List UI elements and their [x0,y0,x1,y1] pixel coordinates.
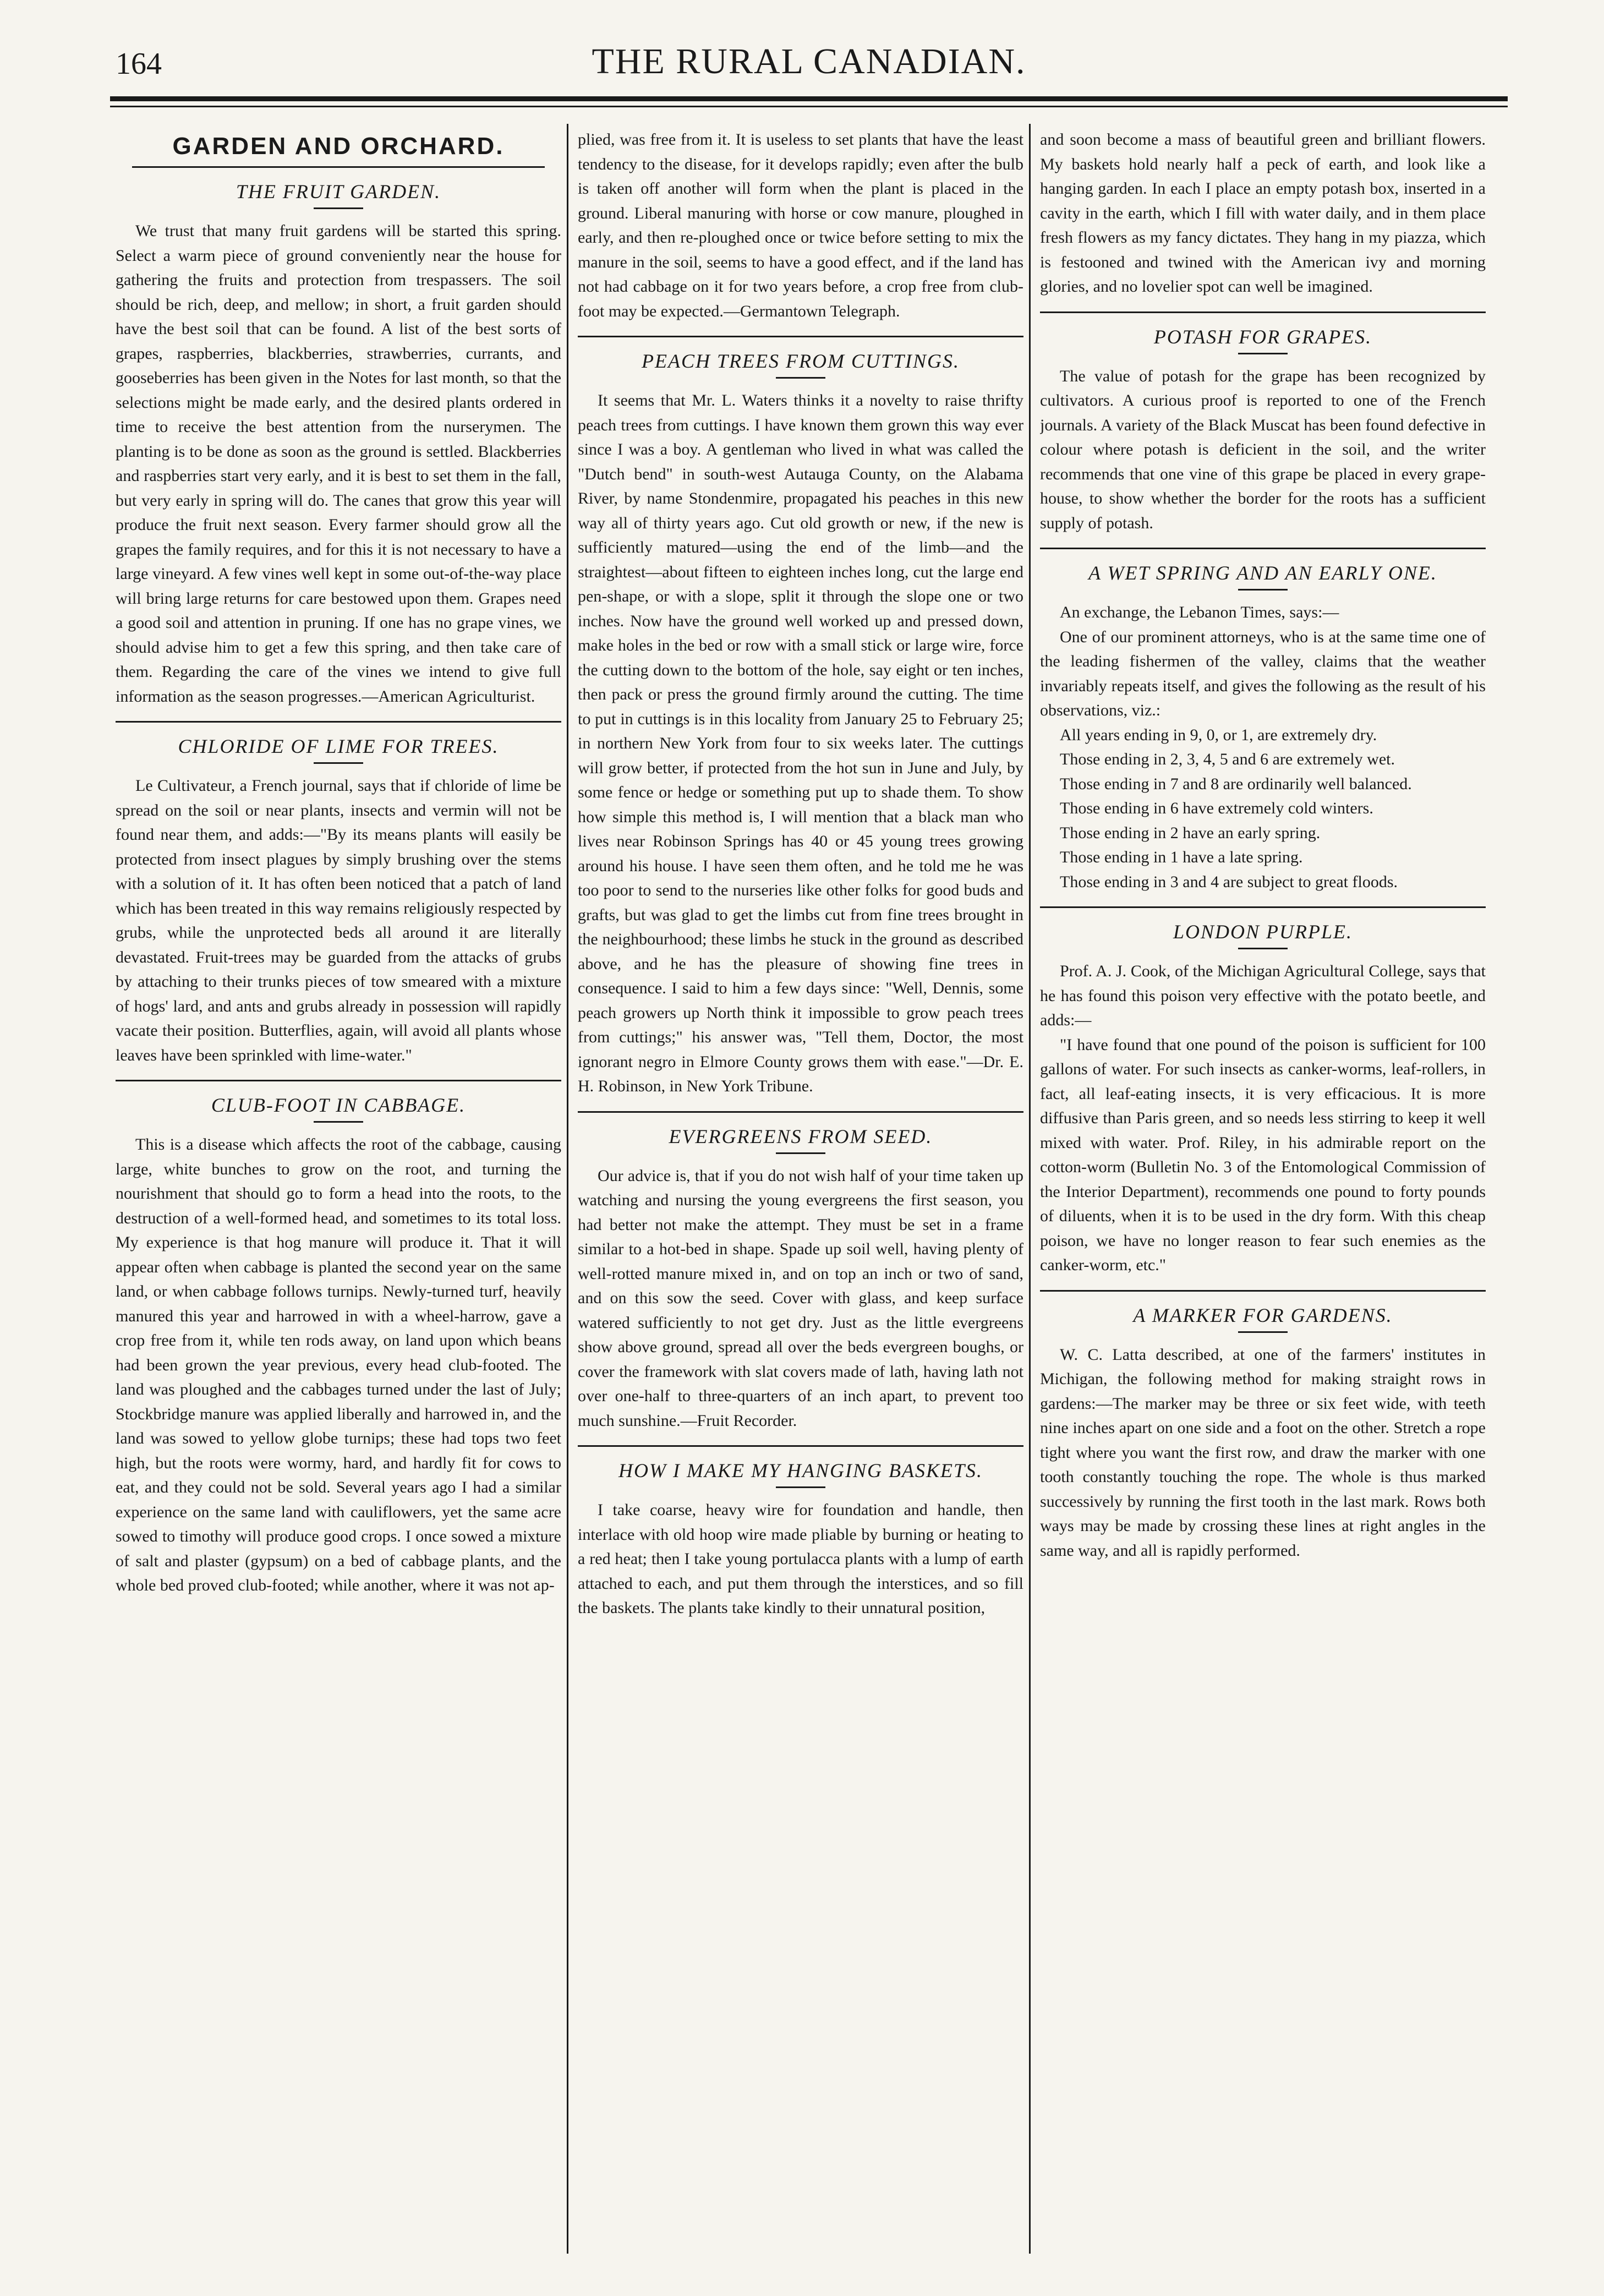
article-continuation: and soon become a mass of beautiful green and brilliant flowers. My baskets hold nearly half a peck of earth, and look like a hanging garden. In each I place an empty potash box, inserted in a cavity in the earth, which I fill with water daily, and in them place fresh flowers as my fancy dictates. They hang in my piazza, which is festooned and twined with the American ivy and morning glories, and no lovelier spot can well be imagined. [1040,130,1486,296]
article-title: EVERGREENS FROM SEED. [669,1125,933,1147]
article-paragraph: I take coarse, heavy wire for foundation and handle, then interlace with old hoop wire made pliable by burning or heating to a red heat; then I take young portulacca plants with a lump of earth attached to each, and put them through the interstices, and so fill the baskets. The plants take kindly to their unnatural position, [578,1501,1023,1617]
page-header [110,35,1508,90]
article-paragraph: The value of potash for the grape has been recognized by cultivators. A curious proof is reported to one of the French journals. A variety of the Black Muscat has been found defective in colour where potash is deficient in the soil, and the writer recommends that one vine of this grape be placed in every grape-house, to show whether the border for the roots has a sufficient supply of potash. [1040,367,1486,532]
article-paragraph: Those ending in 3 and 4 are subject to great floods. [1060,872,1398,891]
article-paragraph: It seems that Mr. L. Waters thinks it a novelty to raise thrifty peach trees from cuttings. I have known them grown this way ever since I was a boy. A gentleman who lived in what was called the "Dutch bend" in south-west Autauga County, on the Alabama River, by name Stondenmire, propagated his peaches in this new way all of thirty years ago. Cut old growth or new, if the new is sufficiently matured—using the end of the limb—and the straightest—about fifteen to eighteen inches long, cut the large end pen-shape, or with a slope, split it through the slope one or two inches. Now have the ground well worked up and pressed down, make holes in the bed or row with a small stick or large wire, force the cutting down to the bottom of the hole, say eight or ten inches, then pack or press the ground firmly around the cutting. The time to put in cuttings is in this locality from January 25 to February 25; in northern New York from four to six weeks later. The cuttings will grow better, if protected from the hot sun in June and July, by some fence or hedge or something put up to shade them. To show how simple this method is, I will mention that a black man who lives near Robinson Springs has 40 or 45 young trees growing around his house. I have seen them often, and he told me he was too poor to send to the nurseries like other folks for good buds and grafts, but was glad to get the limbs cut from fine trees brought in the neighbourhood; these limbs he stuck in the ground as described above, and he has the pleasure of showing fine trees in consequence. I said to him a few days since: "Well, Dennis, some peach growers up North think it impossible to grow peach trees from cuttings;" his answer was, "Tell them, Doctor, the most ignorant negro in Elmore County grows them with ease."—Dr. E. H. Robinson, in New York Tribune. [578,391,1023,1095]
article-separator [1040,311,1486,313]
article-peach-trees [578,347,1023,1099]
article-title: A MARKER FOR GARDENS. [1133,1304,1393,1326]
title-rule [314,1121,363,1123]
article-title: PEACH TREES FROM CUTTINGS. [642,350,960,372]
article-paragraph: Our advice is, that if you do not wish half of your time taken up watching and nursing the young evergreens the first season, you had better not make the attempt. They must be set in a frame similar to a hot-bed in shape. Spade up soil well, having plenty of well-rotted manure mixed in, and on top an inch or two of sand, and on this sow the seed. Cover with glass, and keep surface watered sufficiently to not get dry. Just as the little evergreens show above ground, spread all over the beds evergreen boughs, or cover the framework with slat covers made of lath, having lath not over one-half to three-quarters of an inch apart, to prevent too much sunshine.—Fruit Recorder. [578,1166,1023,1430]
article-chloride-of-lime [116,732,561,1068]
article-continuation: plied, was free from it. It is useless to set plants that have the least tendency to the disease, for it develops rapidly; even after the bulb is taken off another will form when the plant is placed in the ground. Liberal manuring with horse or cow manure, ploughed in early, and then re-ploughed once or twice before setting to mix the manure in the soil, seems to have a good effect, and if the land has not had cabbage on it for two years before, a crop free from club-foot may be expected.—Germantown Telegraph. [578,130,1023,320]
article-paragraph: W. C. Latta described, at one of the farmers' institutes in Michigan, the following method for making straight rows in gardens:—The marker may be three or six feet wide, with teeth nine inches apart on one side and a foot on the other. Stretch a rope tight where you want the first row, and draw the marker with one tooth constantly touching the rope. The whole is thus marked successively by running the first tooth in the last mark. Rows both ways may be made by crossing these lines at right angles in the same way, and all is rapidly performed. [1040,1345,1486,1560]
article-separator [578,1445,1023,1447]
column-1 [116,128,561,2252]
article-title: LONDON PURPLE. [1173,921,1353,943]
article-marker [1040,1302,1486,1564]
article-paragraph: Those ending in 2, 3, 4, 5 and 6 are extremely wet. [1060,750,1395,768]
article-paragraph: Those ending in 7 and 8 are ordinarily well balanced. [1060,774,1412,793]
title-rule [776,377,825,379]
column-3 [1040,128,1486,2252]
column-divider [567,124,568,2254]
department-heading: GARDEN AND ORCHARD. [172,133,505,160]
article-wet-spring [1040,559,1486,894]
article-paragraph: An exchange, the Lebanon Times, says:— [1060,603,1339,621]
article-fruit-garden [116,178,561,709]
article-title: HOW I MAKE MY HANGING BASKETS. [618,1459,983,1482]
article-paragraph: "I have found that one pound of the poison is sufficient for 100 gallons of water. For such insects as canker-worms, leaf-rollers, in fact, all leaf-eating insects, it is very efficacious. It is more diffusive than Paris green, and so needs less stirring to keep it well mixed with water. Prof. Riley, in his admirable report on the cotton-worm (Bulletin No. 3 of the Entomological Commission of the Interior Department), recommends one pound to forty pounds of diluents, when it is to be used in the dry form. With this cheap poison, we have no longer reason to fear such enemies as the canker-worm, etc." [1040,1035,1486,1274]
article-title: A WET SPRING AND AN EARLY ONE. [1088,562,1437,584]
column-2 [578,128,1023,2252]
title-rule [776,1152,825,1154]
title-rule [1238,589,1288,591]
title-rule [776,1486,825,1488]
page-number: 164 [116,47,162,81]
article-paragraph: We trust that many fruit gardens will be started this spring. Select a warm piece of ground conveniently near the house for gathering the fruits and protection from trespassers. The soil should be rich, deep, and mellow; in short, a fruit garden should have the best soil that can be found. A list of the best sorts of grapes, raspberries, blackberries, strawberries, currants, and gooseberries has been given in the Notes for last month, so that the selections might be made early, and the desired plants ordered in time to receive the best attention from the nurserymen. The planting is to be done as soon as the ground is settled. Blackberries and raspberries start very early, and it is best to set them in the fall, but very early in spring will do. The canes that grow this year will produce the fruit next season. Every farmer should grow all the grapes the family requires, and for this it is not necessary to have a large vineyard. A few vines well kept in some out-of-the-way place will bring large returns for care bestowed upon them. Grapes need a good soil and attention in pruning. If one has no grape vines, we should advise him to get a few this spring, and then take care of them. Regarding the care of the vines we intend to give full information as the season progresses.—American Agriculturist. [116,222,561,706]
article-title: CHLORIDE OF LIME FOR TREES. [178,735,499,757]
article-separator [578,1111,1023,1113]
department-rule [132,166,545,168]
header-rule-thick [110,96,1508,101]
title-rule [1238,353,1288,354]
title-rule [314,207,363,209]
article-title: THE FRUIT GARDEN. [236,181,441,203]
article-separator [1040,1290,1486,1292]
article-paragraph: Le Cultivateur, a French journal, says that if chloride of lime be spread on the soil or near plants, insects and vermin will not be found near them, and adds:—"By its means plants will easily be protected from insect plagues by simply brushing over the stems with a solution of it. It has often been noticed that a patch of land which has been treated in this way remains religiously respected by grubs, while the unprotected beds all around it are literally devastated. Fruit-trees may be guarded from the attacks of grubs by attaching to their trunks pieces of tow smeared with a mixture of hogs' lard, and ants and grubs already in possession will rapidly vacate their position. Butterflies, again, will avoid all plants whose leaves have been sprinkled with lime-water." [116,777,561,1064]
header-rule-thin [110,106,1508,107]
article-london-purple [1040,918,1486,1278]
article-separator [578,336,1023,337]
article-separator [116,1080,561,1081]
article-paragraph: One of our prominent attorneys, who is at the same time one of the leading fishermen of the valley, claims that the weather invariably repeats itself, and gives the following as the result of his observations, viz.: [1040,627,1486,719]
article-hanging-baskets [578,1457,1023,1621]
title-rule [1238,1331,1288,1333]
article-paragraph: Those ending in 1 have a late spring. [1060,848,1303,866]
article-paragraph: Those ending in 6 have extremely cold winters. [1060,799,1373,817]
article-club-foot [116,1091,561,1598]
article-title: POTASH FOR GRAPES. [1153,325,1372,348]
masthead-title: THE RURAL CANADIAN. [592,41,1026,81]
article-paragraph: Prof. A. J. Cook, of the Michigan Agricultural College, says that he has found this poison very effective with the potato beetle, and adds:— [1040,962,1486,1029]
article-paragraph: This is a disease which affects the root of the cabbage, causing large, white bunches to grow on the root, and turning the nourishment that should go to form a head into the roots, to the destruction of a well-formed head, and sometimes to its total loss. My experience is that hog manure will produce it. That it will appear often when cabbage is planted the second year on the same land, or when cabbage follows turnips. Newly-turned turf, heavily manured this year and harrowed in with a wheel-harrow, gave a crop free from it, while ten rods away, on land upon which beans had been grown the year previous, every head club-footed. The land was ploughed and the cabbages turned under the last of July; Stockbridge manure was applied liberally and harrowed in, and the land was sowed to yellow globe turnips; these had tops two feet high, but the roots were wormy, hard, and hardly fit for cows to eat, and they could not be sold. Several years ago I had a similar experience on the same land with cauliflowers, yet the same acre sowed to timothy will produce good crops. I once sowed a mixture of salt and plaster (gypsum) on a bed of cabbage plants, and the whole bed proved club-footed; while another, where it was not ap- [116,1135,561,1594]
article-evergreens [578,1123,1023,1434]
article-separator [1040,906,1486,908]
column-divider [1029,124,1031,2254]
article-title: CLUB-FOOT IN CABBAGE. [211,1094,466,1116]
title-rule [314,762,363,764]
article-separator [1040,548,1486,549]
article-separator [116,721,561,723]
article-paragraph: All years ending in 9, 0, or 1, are extremely dry. [1060,725,1377,744]
article-potash [1040,323,1486,536]
article-paragraph: Those ending in 2 have an early spring. [1060,823,1321,842]
title-rule [1238,948,1288,949]
